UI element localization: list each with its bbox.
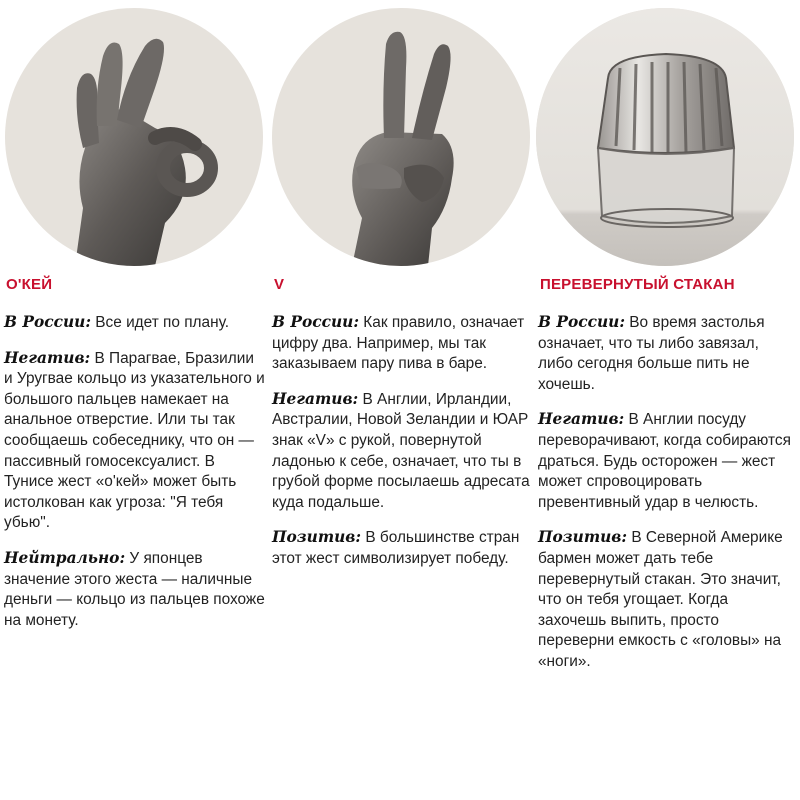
paragraph-label: В России: bbox=[272, 313, 360, 331]
gesture-column-v bbox=[268, 0, 534, 800]
paragraph-positive bbox=[272, 527, 532, 569]
paragraph-russia bbox=[538, 312, 798, 395]
paragraph-text: Во время застолья означает, что ты либо завязал, либо сегодня больше пить не хочешь. bbox=[538, 314, 765, 393]
paragraph-text: В Северной Америке бармен может дать тебе перевернутый стакан. Это значит, что он тебя угощает. Когда захочешь выпить, просто переверни емкость с «головы» на «ноги». bbox=[538, 529, 783, 670]
paragraph-negative bbox=[272, 389, 532, 514]
gesture-column-ok bbox=[0, 0, 268, 800]
paragraph-russia bbox=[4, 312, 266, 334]
paragraph-text: В Англии, Ирландии, Австралии, Новой Зеландии и ЮАР знак «V» с рукой, повернутой ладонью к себе, означает, что ты в грубой форме посылаешь адресата куда подальше. bbox=[272, 390, 530, 511]
upside-down-glass-icon bbox=[536, 8, 794, 266]
paragraph-label: Позитив: bbox=[272, 528, 362, 547]
gesture-description bbox=[538, 312, 798, 687]
paragraph-label: Негатив: bbox=[538, 410, 625, 429]
ok-hand-icon bbox=[5, 8, 263, 266]
gesture-description bbox=[4, 312, 266, 645]
paragraph-neutral bbox=[4, 548, 266, 631]
paragraph-label: Позитив: bbox=[538, 528, 628, 547]
gesture-title: О'КЕЙ bbox=[6, 276, 53, 293]
paragraph-russia bbox=[272, 312, 532, 375]
paragraph-text: В Парагвае, Бразилии и Уругвае кольцо из указательного и большого пальцев намекает на анальное отверстие. Или ты так сообщаешь собеседнику, что он — пассивный гомосексуалист. В Тунисе жест «о'кей» может быть истолкован как угроза: "Я тебя убью". bbox=[4, 349, 265, 532]
gesture-description bbox=[272, 312, 532, 584]
gesture-title: V bbox=[274, 276, 285, 293]
paragraph-text: В большинстве стран этот жест символизирует победу. bbox=[272, 529, 520, 567]
paragraph-text: У японцев значение этого жеста — наличные деньги — кольцо из пальцев похоже на монету. bbox=[4, 549, 265, 629]
paragraph-text: Все идет по плану. bbox=[91, 314, 230, 331]
paragraph-label: Нейтрально: bbox=[4, 548, 126, 567]
paragraph-text: Как правило, означает цифру два. Например, мы так заказываем пару пива в баре. bbox=[272, 314, 525, 373]
paragraph-negative bbox=[4, 348, 266, 534]
v-sign-hand-icon bbox=[272, 8, 530, 266]
paragraph-label: В России: bbox=[538, 313, 626, 331]
gesture-column-glass bbox=[534, 0, 800, 800]
paragraph-negative bbox=[538, 409, 798, 513]
paragraph-label: В России: bbox=[4, 313, 92, 331]
paragraph-label: Негатив: bbox=[4, 348, 91, 367]
paragraph-text: В Англии посуду переворачивают, когда собираются драться. Будь осторожен — жест может спровоцировать превентивный удар в челюсть. bbox=[538, 411, 791, 511]
paragraph-positive bbox=[538, 527, 798, 672]
gesture-title: ПЕРЕВЕРНУТЫЙ СТАКАН bbox=[540, 276, 735, 293]
paragraph-label: Негатив: bbox=[272, 389, 359, 408]
